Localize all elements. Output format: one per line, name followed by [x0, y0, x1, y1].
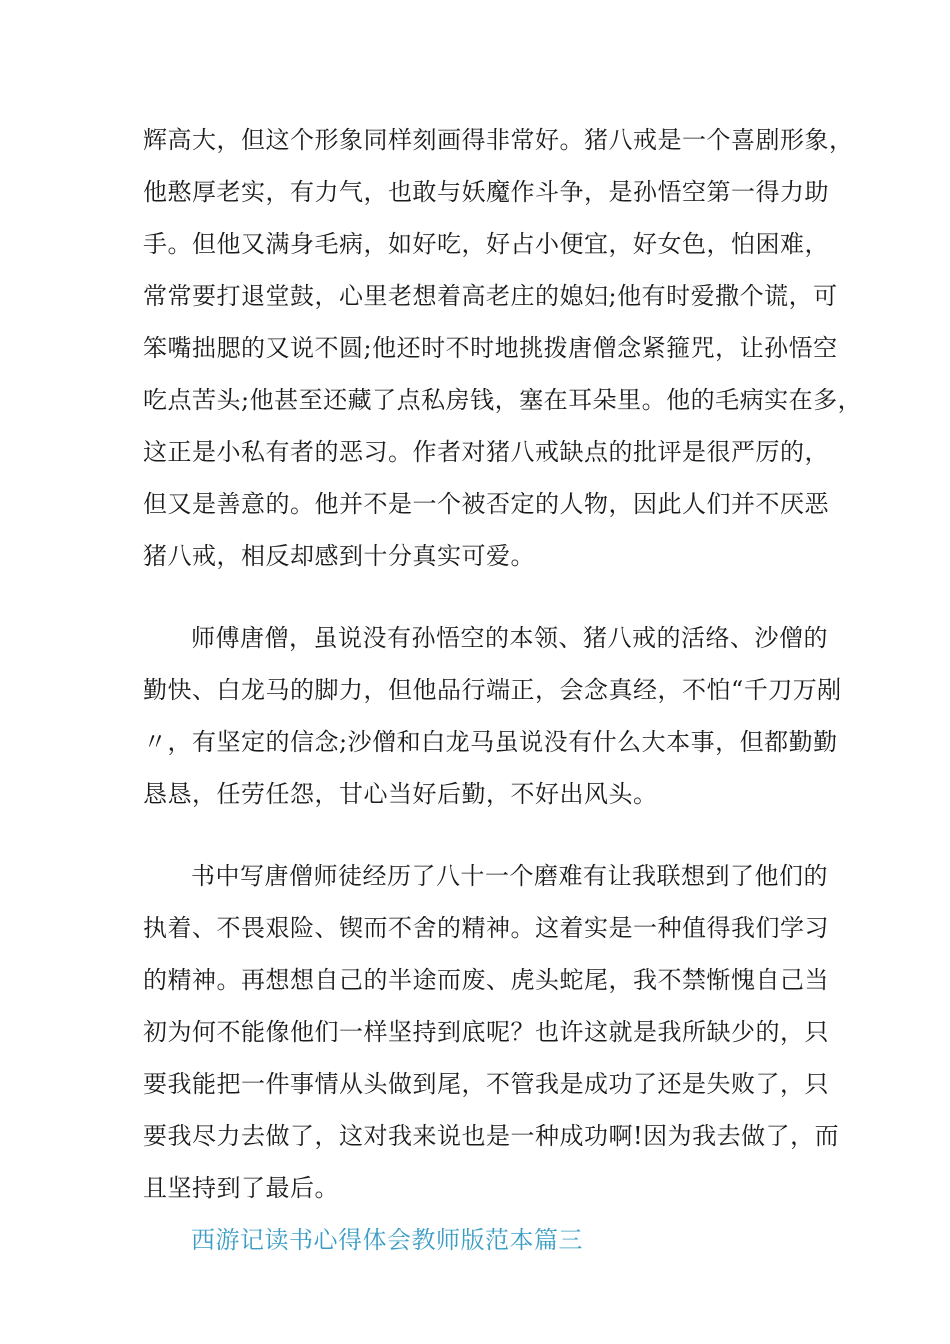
text-line: 要我能把一件事情从头做到尾，不管我是成功了还是失败了，只	[143, 1070, 829, 1098]
text-line: 但又是善意的。他并不是一个被否定的人物，因此人们并不厌恶	[143, 490, 829, 518]
text-line: 〃，有坚定的信念;沙僧和白龙马虽说没有什么大本事，但都勤勤	[143, 728, 838, 756]
text-line: 猪八戒，相反却感到十分真实可爱。	[143, 542, 535, 570]
text-line: 常常要打退堂鼓，心里老想着高老庄的媳妇;他有时爱撒个谎，可	[143, 282, 838, 310]
text-line: 笨嘴拙腮的又说不圆;他还时不时地挑拨唐僧念紧箍咒，让孙悟空	[143, 334, 838, 362]
text-line: 且坚持到了最后。	[143, 1174, 339, 1202]
text-line: 勤快、白龙马的脚力，但他品行端正，会念真经，不怕“千刀万剐	[143, 676, 842, 704]
text-line: 要我尽力去做了，这对我来说也是一种成功啊!因为我去做了，而	[143, 1122, 840, 1150]
text-line: 初为何不能像他们一样坚持到底呢？也许这就是我所缺少的，只	[143, 1018, 829, 1046]
text-line: 的精神。再想想自己的半途而废、虎头蛇尾，我不禁惭愧自己当	[143, 966, 829, 994]
text-line: 吃点苦头;他甚至还藏了点私房钱，塞在耳朵里。他的毛病实在多，	[143, 386, 863, 414]
text-line: 辉高大，但这个形象同样刻画得非常好。猪八戒是一个喜剧形象，	[143, 126, 854, 154]
section-heading: 西游记读书心得体会教师版范本篇三	[191, 1226, 583, 1254]
text-line: 这正是小私有者的恶习。作者对猪八戒缺点的批评是很严厉的，	[143, 438, 829, 466]
text-line: 手。但他又满身毛病，如好吃，好占小便宜，好女色，怕困难，	[143, 230, 829, 258]
text-line: 书中写唐僧师徒经历了八十一个磨难有让我联想到了他们的	[191, 862, 828, 890]
text-line: 师傅唐僧，虽说没有孙悟空的本领、猪八戒的活络、沙僧的	[191, 624, 828, 652]
text-line: 执着、不畏艰险、锲而不舍的精神。这着实是一种值得我们学习	[143, 914, 829, 942]
text-line: 恳恳，任劳任怨，甘心当好后勤，不好出风头。	[143, 780, 658, 808]
text-line: 他憨厚老实，有力气，也敢与妖魔作斗争，是孙悟空第一得力助	[143, 178, 829, 206]
